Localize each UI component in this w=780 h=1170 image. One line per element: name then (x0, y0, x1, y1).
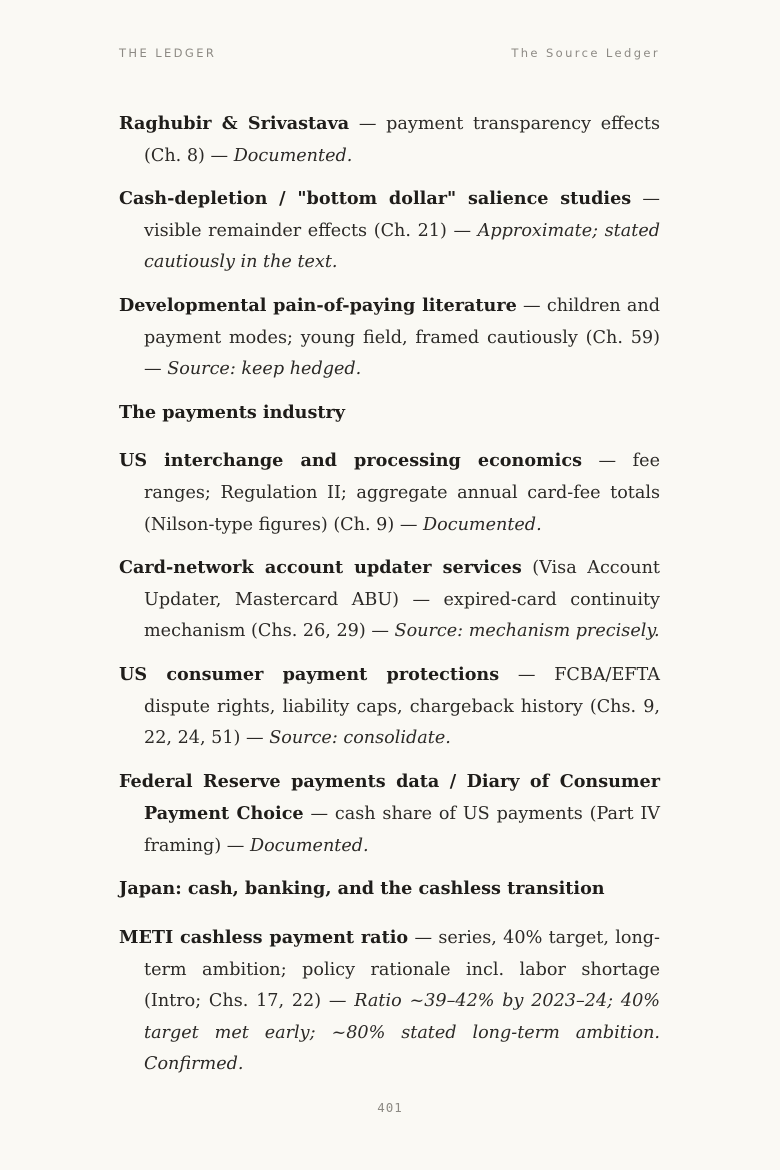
source-entry (119, 183, 660, 279)
entry-term: METI cashless payment ratio (119, 927, 409, 949)
source-entry (119, 766, 660, 863)
source-entry (119, 922, 660, 1081)
entry-status: Approximate; stated cautiously in the text. (144, 220, 660, 273)
source-entry (119, 445, 660, 541)
page-number: 401 (377, 1100, 403, 1115)
entry-term: Cash-depletion / "bottom dollar" salience studies (119, 188, 632, 210)
entry-term: Developmental pain-of-paying literature (119, 294, 517, 316)
entry-description: — children and payment modes; young field, framed cautiously (Ch. 59) — (144, 295, 661, 380)
page-body (119, 108, 660, 1092)
entry-term: Raghubir & Srivastava (119, 113, 350, 134)
section-heading-japan: Japan: cash, banking, and the cashless transition (119, 878, 605, 900)
entry-description: — FCBA/EFTA dispute rights, liability caps, chargeback history (Chs. 9, 22, 24, 51) — (144, 664, 660, 749)
section-heading-payments-industry: The payments industry (119, 401, 345, 423)
entry-status: Documented. (233, 145, 353, 166)
entry-term: Federal Reserve payments data / Diary of Consumer Payment Choice (119, 770, 660, 825)
running-head-book-title: THE LEDGER (119, 46, 217, 60)
entry-description: — series, 40% target, long-term ambition; policy rationale incl. labor shortage (Intro; Chs. 17, 22) — (144, 928, 660, 1012)
source-entry (119, 659, 660, 755)
entry-description: — payment transparency effects (Ch. 8) — (144, 114, 660, 166)
source-entry (119, 108, 660, 172)
entry-description: — visible remainder effects (Ch. 21) — (144, 189, 661, 241)
running-head-section-title: The Source Ledger (511, 46, 660, 60)
entry-description: (Visa Account Updater, Mastercard ABU) — expired-card continuity mechanism (Chs. 26, 29) — (144, 558, 660, 642)
entry-description: — cash share of US payments (Part IV framing) — (144, 804, 660, 856)
entry-status: Source: mechanism precisely. (394, 621, 660, 642)
source-entry (119, 552, 660, 648)
source-entry (119, 290, 660, 386)
entry-description: — fee ranges; Regulation II; aggregate annual card-fee totals (Nilson-type figures) (Ch. 9) — (144, 451, 660, 535)
entry-status: Source: consolidate. (269, 728, 451, 749)
running-head (119, 46, 660, 62)
entry-status: Documented. (249, 835, 369, 856)
entry-status: Ratio ~39–42% by 2023–24; 40% target met early; ~80% stated long-term ambition. Confirmed. (144, 991, 660, 1075)
entry-term: US interchange and processing economics (119, 450, 582, 472)
entry-status: Documented. (423, 514, 542, 535)
entry-term: Card-network account updater services (119, 557, 522, 579)
entry-term: US consumer payment protections (119, 663, 500, 685)
entry-status: Source: keep hedged. (167, 359, 362, 380)
